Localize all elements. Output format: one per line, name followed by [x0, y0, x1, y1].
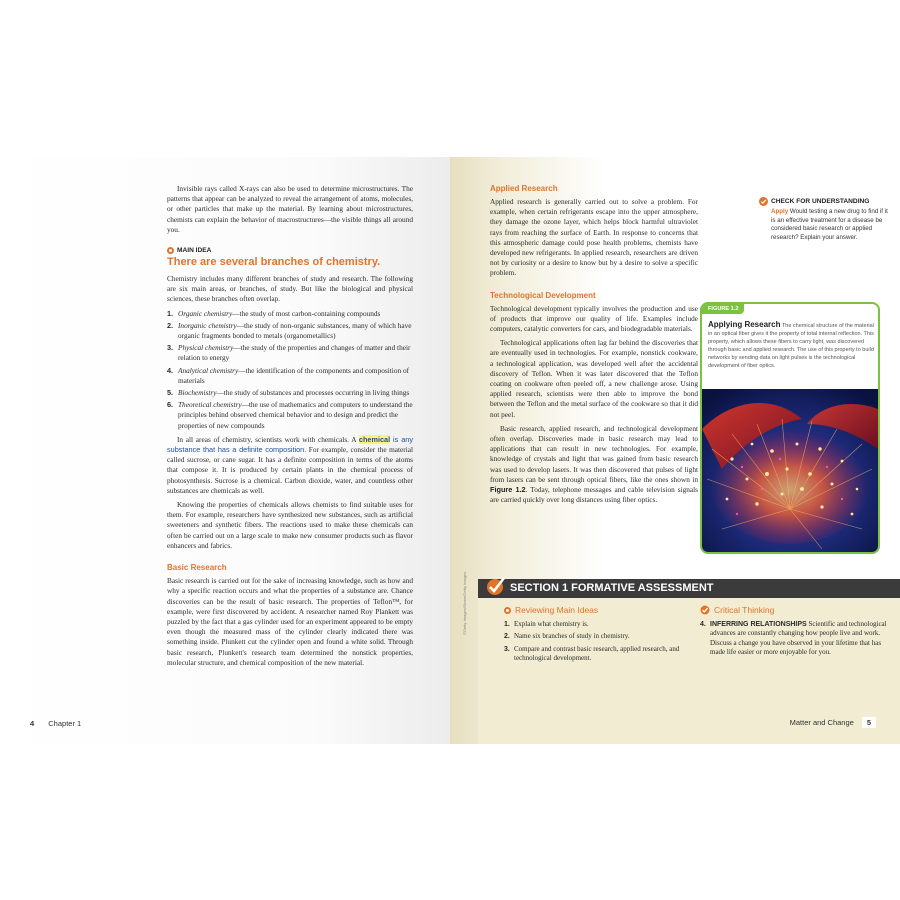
cfu-body	[771, 208, 889, 242]
knowing-paragraph: Knowing the properties of chemicals allows chemists to find suitable uses for them. For example, researchers have synthesized new substances, such as artificial sweeteners and synthetic fibers. The reactions used to make these chemicals can often be carried out on a large scale to make new consumer products such as flavor enhancers and fabrics.	[167, 500, 413, 550]
figure-caption	[708, 321, 874, 370]
left-page	[0, 157, 450, 744]
cfu-label: Apply	[771, 208, 789, 215]
cfu-header	[759, 197, 889, 206]
branch-desc: —the study of the properties and changes of matter and their relation to energy	[178, 343, 411, 363]
basic-research-heading: Basic Research	[167, 563, 227, 573]
tech-p3-start: Basic research, applied research, and technological development often overlap. Discoveries made in basic research may lead to applications that can result in new technologies. For example, knowledge of crystals and light that was gained from basic research was used to develop lasers. It was then discovered that pulses of light from lasers can be sent through optical fibers, like the ones shown in	[490, 423, 698, 484]
tech-paragraph-1: Technological development typically involves the production and use of products that improve our quality of life. Examples include computers, catalytic converters for cars, and biodegradable materials.	[490, 303, 698, 334]
list-item	[167, 388, 413, 398]
list-num: 1.	[167, 308, 174, 318]
branch-term: Physical chemistry	[178, 343, 234, 353]
figure-1-2	[700, 302, 880, 554]
review-question	[504, 645, 699, 664]
question-num: 2.	[504, 633, 510, 641]
question-text: Name six branches of study in chemistry.	[514, 632, 630, 641]
list-item	[167, 309, 413, 319]
chemical-definition: is any substance that has a definite composition.	[167, 434, 413, 455]
photo-credit: ©Getty Images/Stone/Getty Images	[462, 571, 467, 635]
cfu-title: CHECK FOR UNDERSTANDING	[771, 198, 870, 205]
question-text: Scientific and technological advances are constantly changing how people live and work. Discuss a change you have observed in your lifetime that has made life easier or more enjoyable for you.	[710, 620, 887, 657]
chapter-label: Chapter 1	[48, 719, 82, 728]
figure-reference: Figure 1.2	[490, 485, 526, 495]
assessment-banner	[478, 579, 900, 598]
chapter-title-label: Matter and Change	[789, 718, 854, 727]
branch-desc: —the use of mathematics and computers to understand the principles behind observed chemical behavior and to design and predict the properties of new compounds	[178, 400, 413, 430]
main-idea-label: MAIN IDEA	[177, 247, 212, 255]
branch-desc: —the study of substances and processes occurring in living things	[216, 388, 410, 398]
question-num: 4.	[700, 621, 706, 628]
page-number: 5	[862, 717, 876, 728]
intro-paragraph: Invisible rays called X-rays can also be used to determine microstructures. The patterns that appear can be analyzed to reveal the arrangement of atoms, molecules, or other particles that make up the material. By learning about microstructures, chemists can explain the behavior of macrostructures—the visible things all around you.	[167, 184, 413, 234]
check-icon	[759, 197, 768, 206]
tech-paragraph-3	[490, 424, 698, 506]
main-idea-icon	[504, 607, 511, 614]
tech-development-heading: Technological Development	[490, 290, 596, 300]
chemical-term: chemical	[358, 434, 391, 444]
main-idea-tag	[167, 247, 413, 254]
question-text: Compare and contrast basic research, applied research, and technological development.	[514, 644, 680, 663]
tech-p3-end: . Today, telephone messages and cable television signals are carried quickly over long distances using fiber optics.	[490, 485, 699, 505]
check-icon	[700, 605, 710, 615]
list-num: 4.	[167, 365, 174, 375]
branch-desc: —the study of non-organic substances, many of which have organic fragments bonded to metals (organometallics)	[178, 320, 412, 341]
cfu-text: Would testing a new drug to find if it is an effective treatment for a disease be considered basic research or applied research? Explain your answer.	[771, 208, 888, 241]
assessment-check-icon	[484, 575, 506, 597]
figure-tag: FIGURE 1.2	[702, 304, 744, 314]
right-column	[490, 184, 698, 509]
list-item	[167, 321, 413, 341]
question-num: 1.	[504, 621, 510, 628]
check-for-understanding	[759, 197, 889, 242]
list-item	[167, 400, 413, 431]
review-question	[504, 620, 699, 629]
main-idea-icon	[167, 247, 174, 254]
question-num: 3.	[504, 645, 510, 653]
left-column	[167, 184, 413, 672]
list-num: 5.	[167, 388, 174, 398]
branches-list	[167, 309, 413, 431]
branch-term: Organic chemistry	[178, 308, 233, 318]
chemical-paragraph	[167, 435, 413, 496]
branches-intro: Chemistry includes many different branches of study and research. The following are six main areas, or branches, of study. But like the biological and physical sciences, these branches often overlap.	[167, 274, 413, 304]
list-num: 2.	[167, 320, 174, 330]
critical-thinking	[700, 605, 890, 661]
list-num: 3.	[167, 343, 174, 353]
critical-heading-row	[700, 605, 890, 615]
applied-research-paragraph: Applied research is generally carried out to solve a problem. For example, when certain refrigerants escape into the upper atmosphere, they damage the ozone layer, which helps block harmful ultraviolet rays from reaching the surface of Earth. In response to concerns that this atmospheric damage could pose health problems, chemists have developed new refrigerants. In applied research, researchers are driven not by curiosity or a desire to know but by a desire to solve a specific problem.	[490, 197, 698, 278]
question-caps: INFERRING RELATIONSHIPS	[710, 621, 807, 628]
fiber-optics-photo	[702, 389, 878, 552]
textbook-spread	[0, 157, 900, 744]
branch-term: Analytical chemistry	[178, 365, 239, 375]
main-idea-heading: There are several branches of chemistry.	[167, 256, 381, 269]
reviewing-main-ideas	[504, 605, 699, 667]
branch-desc: —the identification of the components and composition of materials	[178, 365, 410, 385]
list-item	[167, 343, 413, 363]
page-number: 4	[30, 719, 35, 728]
reviewing-heading-row	[504, 605, 699, 615]
figure-title: Applying Research	[708, 320, 781, 329]
critical-heading: Critical Thinking	[714, 605, 775, 615]
tech-paragraph-2: Technological applications often lag far behind the discoveries that are eventually used in technologies. For example, nonstick cookware, a technological application, was developed well after the accidental discovery of Teflon. When it was later discovered that the Teflon coating on cookware often peeled off, a new challenge arose. Using applied research, scientists were then able to improve the bond between the Teflon and the metal surface of the cookware so that it did not peel.	[490, 338, 698, 419]
applied-research-heading: Applied Research	[490, 184, 558, 193]
question-text: Explain what chemistry is.	[514, 620, 589, 628]
branch-term: Biochemistry	[178, 388, 217, 398]
branch-term: Inorganic chemistry	[178, 320, 237, 330]
branch-desc: —the study of most carbon-containing compounds	[232, 308, 381, 318]
basic-research-paragraph: Basic research is carried out for the sake of increasing knowledge, such as how and why a specific reaction occurs and what the properties of a substance are. Chance discoveries can be the result of basic research. The properties of Teflon™, for example, were first discovered by accident. A researcher named Roy Plankett was puzzled by the fact that a gas cylinder used for an experiment appeared to be empty even though the measured mass of the cylinder clearly indicated there was something inside. Plunkett cut the cylinder open and found a white solid. Through basic research, Plunkett's research team determined the nonstick properties, molecular structure, and chemical composition of the new material.	[167, 576, 413, 667]
right-folio	[790, 717, 876, 728]
chemical-p-start: In all areas of chemistry, scientists work with chemicals. A	[177, 434, 359, 444]
list-item	[167, 366, 413, 386]
list-num: 6.	[167, 400, 174, 410]
chemical-p-rest: For example, consider the material called sucrose, or cane sugar. It has a definite composition in terms of the atoms that compose it. It is produced by certain plants in the chemical process of photosynthesis. Sucrose is a chemical. Carbon dioxide, water, and countless other substances are chemicals as well.	[167, 445, 413, 495]
review-question	[504, 632, 699, 641]
assessment-title: SECTION 1 FORMATIVE ASSESSMENT	[510, 582, 714, 594]
left-folio	[30, 719, 81, 728]
critical-question	[700, 620, 890, 658]
figure-caption-text: The chemical structure of the material in an optical fiber gives it the property of total internal reflection. This property, which allows these fibers to carry light, was discovered through basic and applied research. The use of this property to build networks by sending data on light pulses is the technological development of fiber optics.	[708, 323, 874, 369]
branch-term: Theoretical chemistry	[178, 400, 242, 410]
right-page	[450, 157, 900, 744]
reviewing-heading: Reviewing Main Ideas	[515, 605, 599, 615]
